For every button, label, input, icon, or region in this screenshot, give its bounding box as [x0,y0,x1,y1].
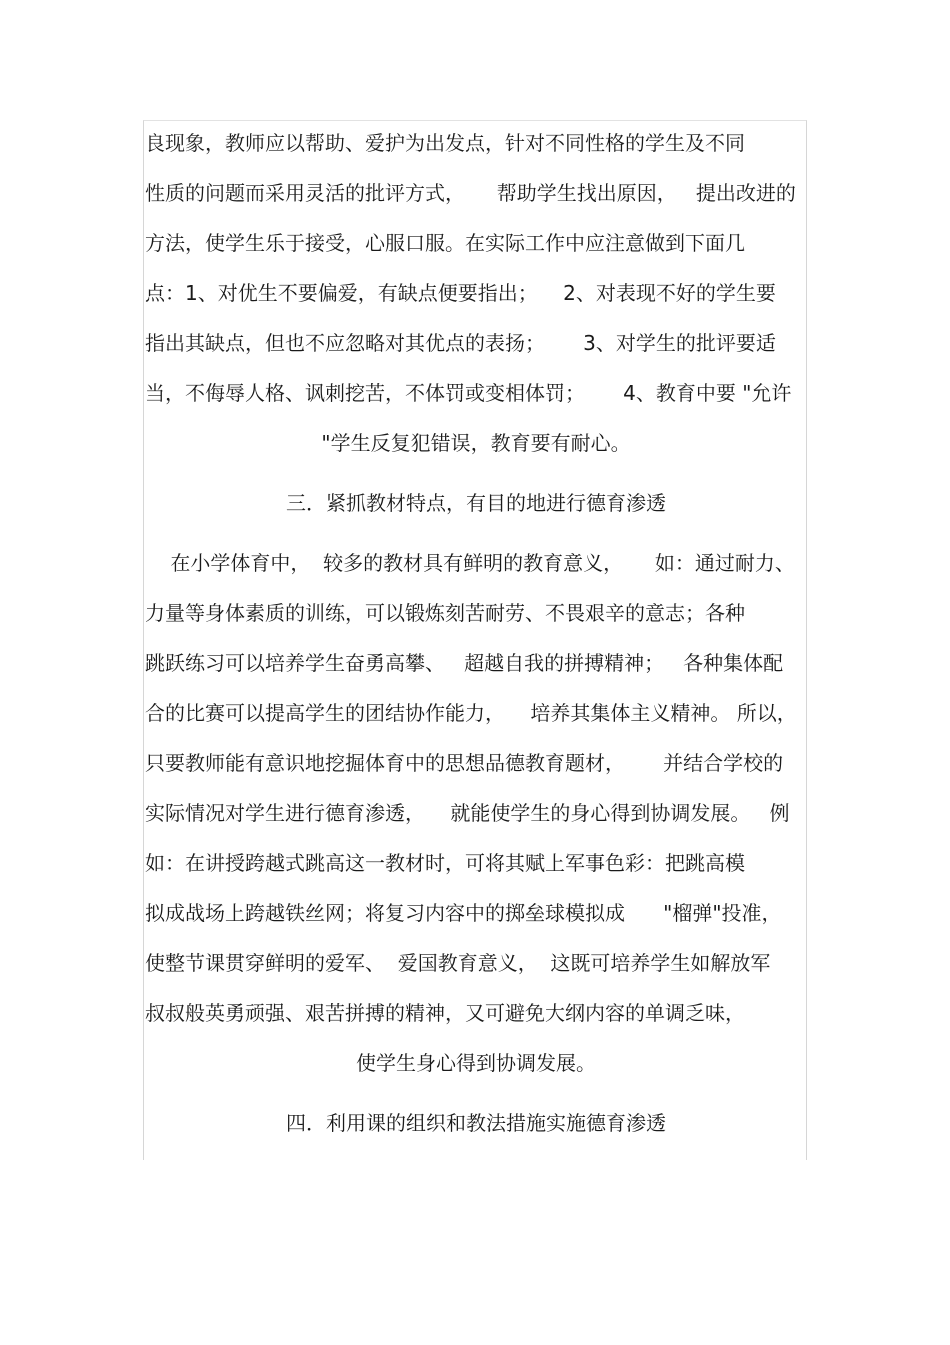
body-line: 拟成战场上跨越铁丝网；将复习内容中的掷垒球模拟成 "榴弹"投准， [145,901,782,925]
body-line: 当，不侮辱人格、讽刺挖苦，不体罚或变相体罚； 4、教育中要 "允许 [145,381,792,405]
body-line: 在小学体育中， 较多的教材具有鲜明的教育意义， 如：通过耐力、 [145,551,795,575]
body-line: 叔叔般英勇顽强、艰苦拼搏的精神，又可避免大纲内容的单调乏味， [145,1001,745,1025]
body-line: 方法，使学生乐于接受，心服口服。在实际工作中应注意做到下面几 [145,231,745,255]
body-line: 点：1、对优生不要偏爱，有缺点便要指出； 2、对表现不好的学生要 [145,281,776,305]
document-body [145,118,807,1148]
body-line: 性质的问题而采用灵活的批评方式， 帮助学生找出原因， 提出改进的 [145,181,796,205]
section-heading-3: 三．紧抓教材特点，有目的地进行德育渗透 [286,491,666,515]
body-line: 指出其缺点，但也不应忽略对其优点的表扬； 3、对学生的批评要适 [145,331,776,355]
paragraph-end-line: "学生反复犯错误，教育要有耐心。 [321,431,631,455]
paragraph-end-line: 使学生身心得到协调发展。 [356,1051,596,1075]
body-line: 良现象，教师应以帮助、爱护为出发点，针对不同性格的学生及不同 [145,131,745,155]
body-line: 如：在讲授跨越式跳高这一教材时，可将其赋上军事色彩：把跳高模 [145,851,745,875]
body-line: 使整节课贯穿鲜明的爱军、 爱国教育意义， 这既可培养学生如解放军 [145,951,771,975]
section-heading-4: 四．利用课的组织和教法措施实施德育渗透 [286,1111,666,1135]
body-line: 跳跃练习可以培养学生奋勇高攀、 超越自我的拼搏精神； 各种集体配 [145,651,784,675]
body-line: 实际情况对学生进行德育渗透， 就能使学生的身心得到协调发展。 例 [145,801,790,825]
body-line: 力量等身体素质的训练，可以锻炼刻苦耐劳、不畏艰辛的意志；各种 [145,601,745,625]
body-line: 合的比赛可以提高学生的团结协作能力， 培养其集体主义精神。 所以， [145,701,797,725]
body-line: 只要教师能有意识地挖掘体育中的思想品德教育题材， 并结合学校的 [145,751,784,775]
